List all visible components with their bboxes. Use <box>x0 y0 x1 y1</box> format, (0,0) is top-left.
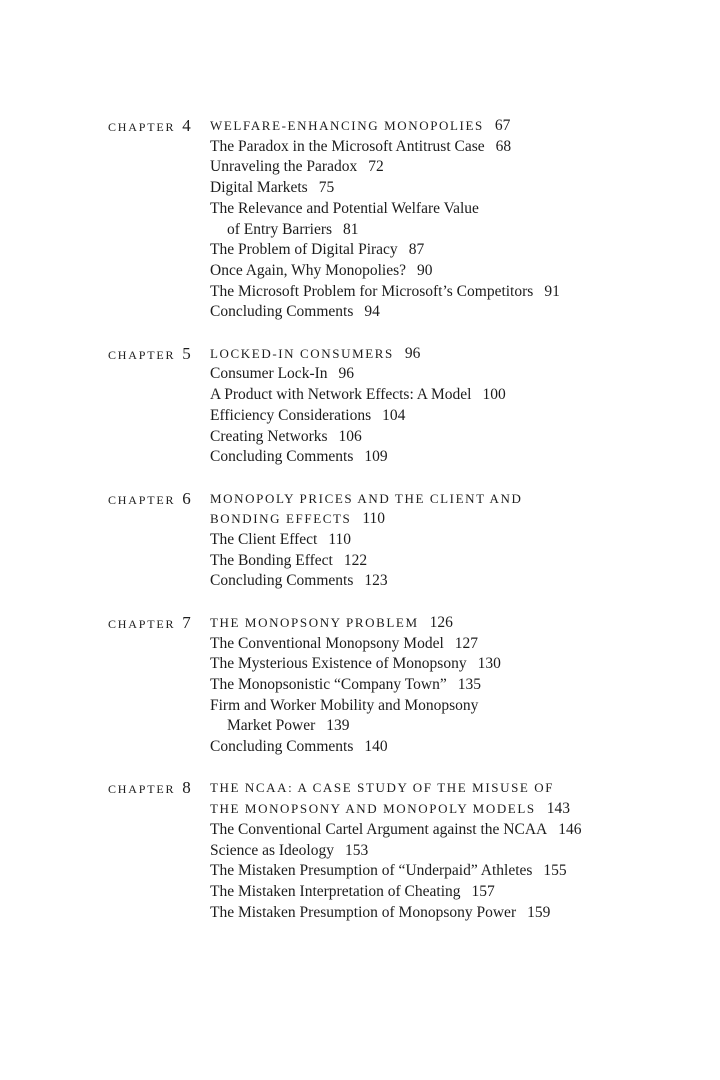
chapter-title: WELFARE-ENHANCING MONOPOLIES <box>210 118 484 133</box>
chapter-title: LOCKED-IN CONSUMERS <box>210 345 394 361</box>
chapter-title-line <box>210 344 690 365</box>
toc-entry-continuation <box>210 220 690 241</box>
chapter-number: 7 <box>182 612 191 632</box>
toc-entry <box>210 261 690 282</box>
toc-entry <box>210 137 690 158</box>
toc-entry <box>210 364 690 385</box>
entry-title: The Bonding Effect <box>210 551 333 569</box>
chapter-title-line <box>210 509 690 530</box>
entry-title: Once Again, Why Monopolies? <box>210 261 407 279</box>
entry-title: The Relevance and Potential Welfare Value <box>210 199 479 217</box>
entry-title: The Mistaken Interpretation of Cheating <box>210 882 461 900</box>
chapter-title-line <box>210 799 690 820</box>
chapter-number: 5 <box>182 343 191 363</box>
entry-page-number: 100 <box>482 386 506 404</box>
toc-entry <box>210 675 690 696</box>
entry-page-number: 72 <box>368 158 384 176</box>
entry-page-number: 123 <box>364 572 388 590</box>
entry-title-continuation: of Entry Barriers <box>227 220 333 238</box>
entry-page-number: 140 <box>364 738 388 756</box>
entry-page-number: 96 <box>338 365 355 383</box>
chapter-page-number: 110 <box>362 510 386 528</box>
chapter-label <box>108 344 210 366</box>
entry-title: Concluding Comments <box>210 572 354 590</box>
entry-page-number: 104 <box>382 406 406 424</box>
toc-entry <box>210 861 690 882</box>
entry-title: The Monopsonistic “Company Town” <box>210 675 447 693</box>
chapter-number: 6 <box>182 488 191 508</box>
toc-section <box>108 116 690 323</box>
entry-page-number: 159 <box>527 903 551 921</box>
chapter-word: CHAPTER <box>108 616 176 631</box>
entry-title: Concluding Comments <box>210 303 354 321</box>
entry-title: The Problem of Digital Piracy <box>210 241 398 259</box>
entry-page-number: 81 <box>343 220 359 238</box>
toc-entry <box>210 737 690 758</box>
entry-page-number: 75 <box>318 179 335 197</box>
chapter-content <box>210 116 690 323</box>
chapter-title: THE NCAA: A CASE STUDY OF THE MISUSE OF <box>210 780 555 796</box>
toc-entry <box>210 530 690 551</box>
toc-section <box>108 344 690 468</box>
toc-entry <box>210 406 690 427</box>
entry-page-number: 153 <box>344 841 369 859</box>
entry-title: A Product with Network Effects: A Model <box>210 386 472 404</box>
entry-page-number: 94 <box>364 303 380 321</box>
entry-title: Concluding Comments <box>210 738 354 756</box>
entry-title: Efficiency Considerations <box>210 406 372 424</box>
entry-page-number: 68 <box>495 137 512 155</box>
entry-title: Digital Markets <box>210 179 308 197</box>
entry-page-number: 139 <box>326 717 350 735</box>
chapter-title-line <box>210 613 690 634</box>
chapter-word: CHAPTER <box>108 782 176 797</box>
entry-page-number: 155 <box>543 862 567 880</box>
entry-title: Firm and Worker Mobility and Monopsony <box>210 696 479 714</box>
chapter-content <box>210 778 690 923</box>
toc <box>108 116 690 923</box>
chapter-label <box>108 613 210 635</box>
toc-section <box>108 778 690 923</box>
chapter-label <box>108 778 210 800</box>
entry-page-number: 135 <box>457 675 481 693</box>
entry-title: Unraveling the Paradox <box>210 158 358 176</box>
toc-entry <box>210 240 690 261</box>
entry-page-number: 146 <box>558 820 582 838</box>
chapter-content <box>210 344 690 468</box>
entry-page-number: 91 <box>544 282 560 300</box>
toc-entry-continuation <box>210 716 690 737</box>
chapter-content <box>210 613 690 758</box>
chapter-word: CHAPTER <box>108 120 176 134</box>
toc-entry <box>210 385 690 406</box>
entry-title: The Paradox in the Microsoft Antitrust Case <box>210 137 485 155</box>
entry-page-number: 122 <box>343 551 368 569</box>
toc-section <box>108 489 690 593</box>
chapter-title-line <box>210 489 690 510</box>
entry-title: Concluding Comments <box>210 448 354 466</box>
toc-entry <box>210 551 690 572</box>
chapter-page-number: 67 <box>494 117 511 134</box>
entry-page-number: 127 <box>454 634 479 652</box>
entry-page-number: 106 <box>338 427 362 445</box>
toc-entry <box>210 447 690 468</box>
toc-entry <box>210 903 690 924</box>
toc-section <box>108 613 690 758</box>
entry-title: The Mistaken Presumption of “Underpaid” Athletes <box>210 862 533 880</box>
chapter-content <box>210 489 690 593</box>
chapter-title-line <box>210 116 690 137</box>
chapter-page-number: 143 <box>546 800 570 818</box>
entry-title: Creating Networks <box>210 427 328 445</box>
entry-title: The Microsoft Problem for Microsoft’s Competitors <box>210 282 534 300</box>
entry-title: The Conventional Cartel Argument against the NCAA <box>210 820 548 838</box>
toc-entry <box>210 157 690 178</box>
chapter-title: BONDING EFFECTS <box>210 511 352 527</box>
chapter-word: CHAPTER <box>108 492 176 507</box>
toc-entry <box>210 571 690 592</box>
entry-title: The Mistaken Presumption of Monopsony Power <box>210 903 517 921</box>
chapter-page-number: 96 <box>404 344 421 362</box>
entry-page-number: 110 <box>328 531 351 549</box>
toc-entry <box>210 696 690 717</box>
chapter-title: THE MONOPSONY PROBLEM <box>210 614 419 630</box>
toc-entry <box>210 427 690 448</box>
chapter-label <box>108 489 210 511</box>
toc-entry <box>210 282 690 303</box>
toc-entry <box>210 882 690 903</box>
entry-page-number: 87 <box>408 241 425 259</box>
entry-page-number: 130 <box>477 655 501 673</box>
chapter-title: THE MONOPSONY AND MONOPOLY MODELS <box>210 801 536 817</box>
entry-title: Science as Ideology <box>210 841 334 859</box>
entry-title: The Conventional Monopsony Model <box>210 634 444 652</box>
entry-title: Consumer Lock-In <box>210 365 328 383</box>
entry-page-number: 157 <box>471 882 495 900</box>
entry-title: The Mysterious Existence of Monopsony <box>210 655 467 673</box>
entry-page-number: 90 <box>417 261 433 279</box>
toc-entry <box>210 634 690 655</box>
toc-entry <box>210 199 690 220</box>
toc-entry <box>210 820 690 841</box>
toc-entry <box>210 841 690 862</box>
chapter-word: CHAPTER <box>108 347 176 362</box>
chapter-title: MONOPOLY PRICES AND THE CLIENT AND <box>210 490 523 506</box>
chapter-title-line <box>210 778 690 799</box>
toc-entry <box>210 302 690 323</box>
chapter-page-number: 126 <box>429 613 453 631</box>
chapter-number: 4 <box>182 116 191 135</box>
toc-entry <box>210 654 690 675</box>
entry-title-continuation: Market Power <box>227 717 316 735</box>
toc-entry <box>210 178 690 199</box>
chapter-label <box>108 116 210 138</box>
chapter-number: 8 <box>182 778 191 798</box>
entry-page-number: 109 <box>364 448 388 466</box>
entry-title: The Client Effect <box>210 531 318 549</box>
